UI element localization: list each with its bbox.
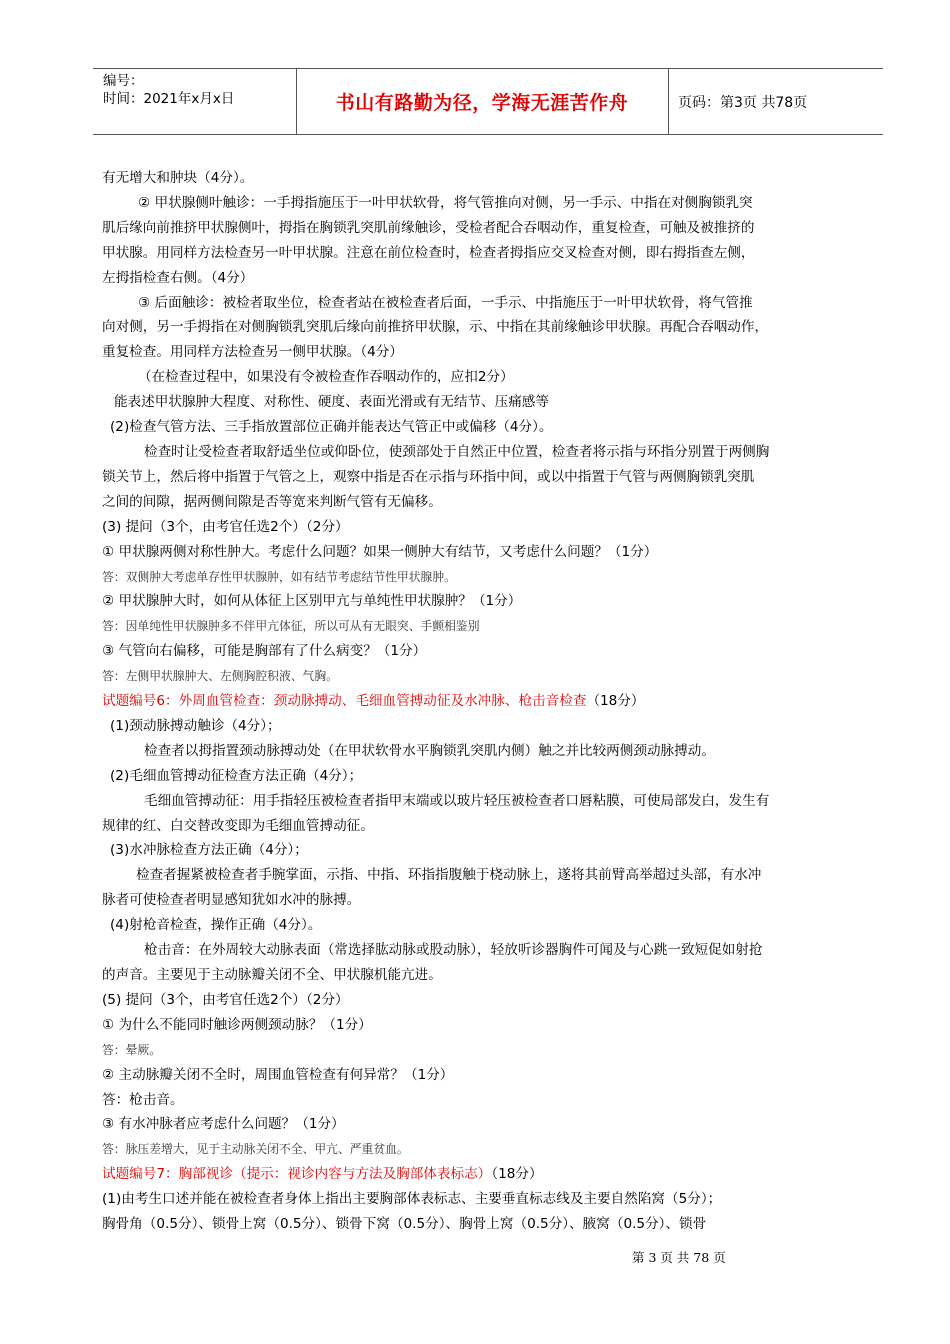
text-line: 向对侧，另一手拇指在对侧胸锁乳突肌后缘向前推挤甲状腺，示、中指在其前缘触诊甲状腺。再配合吞咽动作， [102,319,769,336]
question-title: 试题编号6：外周血管检查：颈动脉搏动、毛细血管搏动征及水冲脉、枪击音检查 [102,693,587,710]
text-line: (5) 提问（3个，由考官任选2个）（2分） [102,991,349,1008]
text-line: 胸骨角（0.5分）、锁骨上窝（0.5分）、锁骨下窝（0.5分）、胸骨上窝（0.5分）、腋窝（0.5分）、锁骨 [102,1216,707,1233]
text-line: ② 主动脉瓣关闭不全时，周围血管检查有何异常？（1分） [102,1066,454,1083]
text-line: 甲状腺。用同样方法检查另一叶甲状腺。注意在前位检查时，检查者拇指应交叉检查对侧，即右拇指查左侧， [102,244,755,261]
text-line: ① 为什么不能同时触诊两侧颈动脉？（1分） [102,1016,372,1033]
text-line: 毛细血管搏动征：用手指轻压被检查者指甲末端或以玻片轻压被检查者口唇粘膜，可使局部发白，发生有 [144,792,770,809]
text-line: （在检查过程中，如果没有令被检查作吞咽动作的，应扣2分） [138,369,514,386]
question-score: （18分） [586,693,645,710]
text-line: (3) 提问（3个，由考官任选2个）（2分） [102,518,349,535]
text-line: 左拇指检查右侧。（4分） [102,269,254,286]
answer-line: 答：晕厥。 [102,1042,161,1057]
page-footer: 第 3 页 共 78 页 [632,1250,726,1265]
text-line: (4)射枪音检查，操作正确（4分）。 [110,917,322,934]
exam-question-heading [102,1162,892,1187]
text-line: 重复检查。用同样方法检查另一侧甲状腺。（4分） [102,344,403,361]
answer-line: 答：双侧肿大考虑单存性甲状腺肿，如有结节考虑结节性甲状腺肿。 [102,569,456,584]
document-number: 编号： [103,73,144,89]
header-motto: 书山有路勤为径，学海无涯苦作舟 [335,92,629,114]
text-line: 枪击音：在外周较大动脉表面（常选择肱动脉或股动脉），轻放听诊器胸件可闻及与心跳一致短促如射抢 [144,942,763,959]
document-date: 时间：2021年x月x日 [103,91,235,107]
page-header [93,68,883,135]
answer-line: 答：因单纯性甲状腺肿多不伴甲亢体征，所以可从有无眼突、手颤相鉴别 [102,619,480,634]
exam-question-heading [102,689,892,714]
text-line: 脉者可使检查者明显感知犹如水冲的脉搏。 [102,892,361,909]
text-line: 肌后缘向前推挤甲状腺侧叶，拇指在胸锁乳突肌前缘触诊，受检者配合吞咽动作，重复检查，可触及被推挤的 [102,219,755,236]
text-line: ② 甲状腺肿大时，如何从体征上区别甲亢与单纯性甲状腺肿？（1分） [102,593,522,610]
header-divider [668,68,669,135]
text-line: 锁关节上，然后将中指置于气管之上，观察中指是否在示指与环指中间，或以中指置于气管与两侧胸锁乳突肌 [102,468,755,485]
question-title: 试题编号7：胸部视诊（提示：视诊内容与方法及胸部体表标志） [102,1166,492,1183]
document-body [102,166,892,1237]
text-line: (2)检查气管方法、三手指放置部位正确并能表达气管正中或偏移（4分）。 [110,419,553,436]
text-line: (1)颈动脉搏动触诊（4分）； [110,717,281,734]
text-line: 检查时让受检查者取舒适坐位或仰卧位，使颈部处于自然正中位置，检查者将示指与环指分别置于两侧胸 [144,443,770,460]
text-line: 规律的红、白交替改变即为毛细血管搏动征。 [102,817,374,834]
text-line: 答：枪击音。 [102,1091,184,1108]
answer-line: 答：左侧甲状腺肿大、左侧胸腔积液、气胸。 [102,669,338,684]
text-line: 检查者以拇指置颈动脉搏动处（在甲状软骨水平胸锁乳突肌内侧）触之并比较两侧颈动脉搏动。 [144,742,715,759]
text-line: 检查者握紧被检查者手腕掌面，示指、中指、环指指腹触于桡动脉上，遂将其前臂高举超过头部，有水冲 [136,867,762,884]
text-line: ② 甲状腺侧叶触诊：一手拇指施压于一叶甲状软骨，将气管推向对侧，另一手示、中指在对侧胸锁乳突 [138,194,753,211]
question-score: （18分） [491,1166,543,1183]
text-line: ③ 后面触诊：被检者取坐位，检查者站在被检查者后面，一手示、中指施压于一叶甲状软骨，将气管推 [138,294,753,311]
header-meta [103,72,234,108]
answer-line: 答：脉压差增大，见于主动脉关闭不全、甲亢、严重贫血。 [102,1142,409,1157]
text-line: (3)水冲脉检查方法正确（4分）； [110,842,308,859]
text-line: 之间的间隙，据两侧间隙是否等宽来判断气管有无偏移。 [102,493,442,510]
text-line: ① 甲状腺两侧对称性肿大。考虑什么问题？如果一侧肿大有结节，又考虑什么问题？（1分） [102,543,658,560]
text-line: 的声音。主要见于主动脉瓣关闭不全、甲状腺机能亢进。 [102,967,442,983]
text-line: ③ 气管向右偏移，可能是胸部有了什么病变？（1分） [102,643,427,660]
text-line: ③ 有水冲脉者应考虑什么问题？（1分） [102,1116,345,1133]
text-line: (2)毛细血管搏动征检查方法正确（4分）； [110,767,363,784]
text-line: (1)由考生口述并能在被检查者身体上指出主要胸部体表标志、主要垂直标志线及主要自然陷窝（5分）； [102,1191,722,1208]
text-line: 有无增大和肿块（4分）。 [102,170,254,186]
page-number-label: 页码：第3页 共78页 [678,94,808,111]
text-line: 能表述甲状腺肿大程度、对称性、硬度、表面光滑或有无结节、压痛感等 [114,394,549,411]
